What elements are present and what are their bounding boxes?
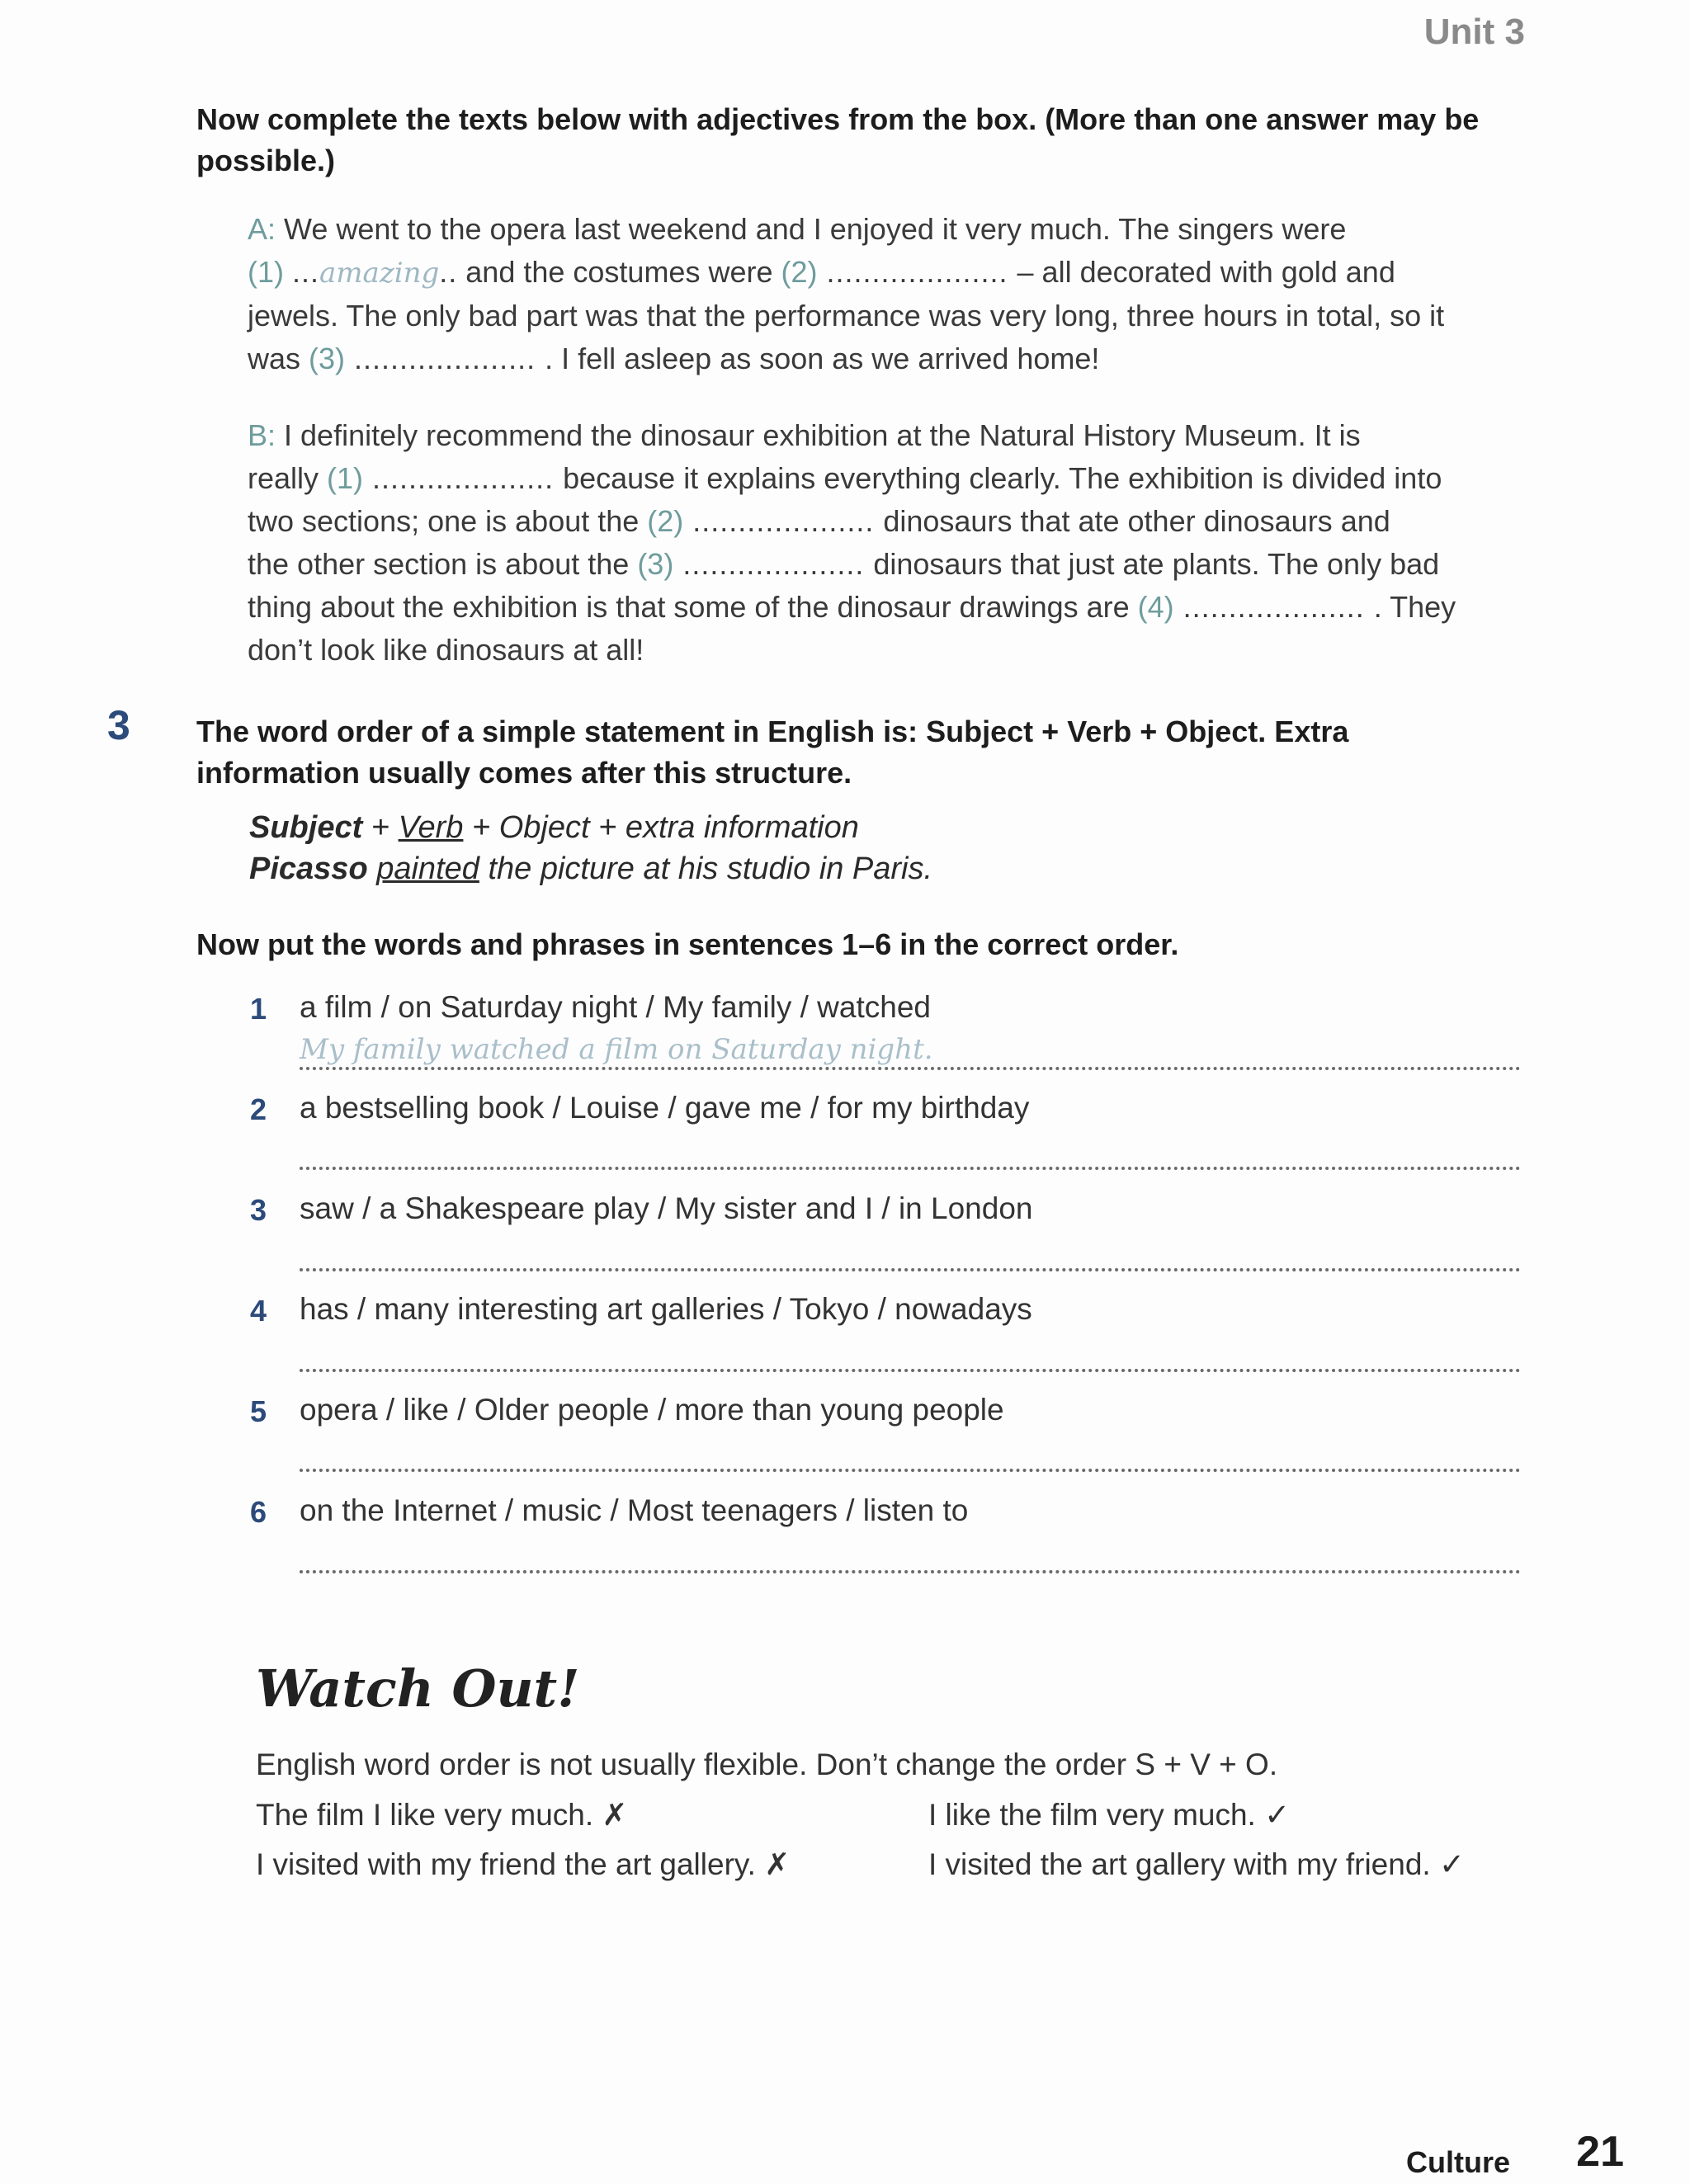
item-number: 6 [250,1495,267,1529]
gap-a1-answer: amazing [319,257,440,290]
text-b-line-6: don’t look like dinosaurs at all! [248,633,644,667]
gap-b3-number: (3) [637,547,674,581]
gap-b1[interactable]: .................... [363,461,564,495]
text-b [248,414,1535,672]
item-prompt: has / many interesting art galleries / Tokyo / nowadays [300,1292,1032,1326]
item-number: 2 [250,1092,267,1126]
text-b-line-3: two sections; one is about the (2) .................... dinosaurs that ate other dinosaurs and [248,504,1390,538]
item-prompt: on the Internet / music / Most teenagers / listen to [300,1493,969,1527]
item-number: 5 [250,1394,267,1428]
gap-a3-number: (3) [309,342,346,375]
gap-b3[interactable]: .................... [673,547,874,581]
gap-a3[interactable]: .................... [345,342,545,375]
item-number: 3 [250,1193,267,1227]
ex3-instruction: The word order of a simple statement in English is: Subject + Verb + Object. Extra information usually comes after this structure. [196,715,1349,790]
wrong-example: The film I like very much. ✗ [256,1798,628,1832]
item-prompt: opera / like / Older people / more than young people [300,1393,1004,1427]
ex3-instruction-2: Now put the words and phrases in sentences 1–6 in the correct order. [196,927,1179,961]
gap-b2[interactable]: .................... [683,504,884,538]
example-sentence: Picasso painted the picture at his studio in Paris. [249,851,933,886]
page-number: 21 [1576,2128,1624,2176]
watch-out-intro: English word order is not usually flexible. Don’t change the order S + V + O. [256,1748,1278,1781]
gap-a1-number: (1) [248,255,284,289]
text-b-line-4: the other section is about the (3) .................... dinosaurs that just ate plants. The only bad [248,547,1440,581]
footer-section-label: Culture [1406,2145,1510,2179]
unit-label: Unit 3 [1423,12,1525,52]
text-a-line-3: jewels. The only bad part was that the performance was very long, three hours in total, so it [248,299,1445,333]
item-prompt: a bestselling book / Louise / gave me / for my birthday [300,1091,1030,1125]
answer-line[interactable] [300,1067,1521,1070]
gap-b4-number: (4) [1137,590,1174,624]
text-b-label: B: [248,418,276,452]
item-answer: My family watched a film on Saturday night. [300,1033,933,1066]
gap-a2[interactable]: .................... [817,255,1017,289]
item-prompt: a film / on Saturday night / My family / watched [300,990,931,1024]
text-a [248,208,1535,380]
item-number: 1 [250,992,267,1026]
ex2-instruction: Now complete the texts below with adjectives from the box. (More than one answer may be possible.) [196,102,1480,177]
item-prompt: saw / a Shakespeare play / My sister and I / in London [300,1191,1033,1225]
right-example: I visited the art gallery with my friend. ✓ [928,1847,1465,1881]
text-a-line-2: (1) ...amazing.. and the costumes were (2) .................... – all decorated with gold and [248,255,1395,290]
exercise-number: 3 [107,702,130,748]
text-b-line-2: really (1) .................... because it explains everything clearly. The exhibition is divided into [248,461,1442,495]
answer-line[interactable] [300,1369,1521,1372]
text-a-label: A: [248,212,276,246]
text-a-line-4: was (3) .................... . I fell asleep as soon as we arrived home! [248,342,1100,375]
watch-out-title: Watch Out! [256,1658,580,1719]
text-b-line-5: thing about the exhibition is that some of the dinosaur drawings are (4) .................... . They [248,590,1456,624]
gap-a2-number: (2) [781,255,818,289]
wrong-example: I visited with my friend the art gallery. ✗ [256,1847,791,1881]
item-number: 4 [250,1294,267,1328]
example-pattern: Subject + Verb + Object + extra information [249,810,859,845]
gap-b4[interactable]: .................... [1173,590,1374,624]
answer-line[interactable] [300,1167,1521,1170]
right-example: I like the film very much. ✓ [928,1798,1291,1832]
gap-b1-number: (1) [327,461,364,495]
answer-line[interactable] [300,1268,1521,1271]
answer-line[interactable] [300,1570,1521,1573]
text-b-line-1: B: I definitely recommend the dinosaur exhibition at the Natural History Museum. It is [248,418,1361,452]
gap-b2-number: (2) [647,504,684,538]
text-a-line-1: A: We went to the opera last weekend and I enjoyed it very much. The singers were [248,212,1347,246]
answer-line[interactable] [300,1469,1521,1472]
